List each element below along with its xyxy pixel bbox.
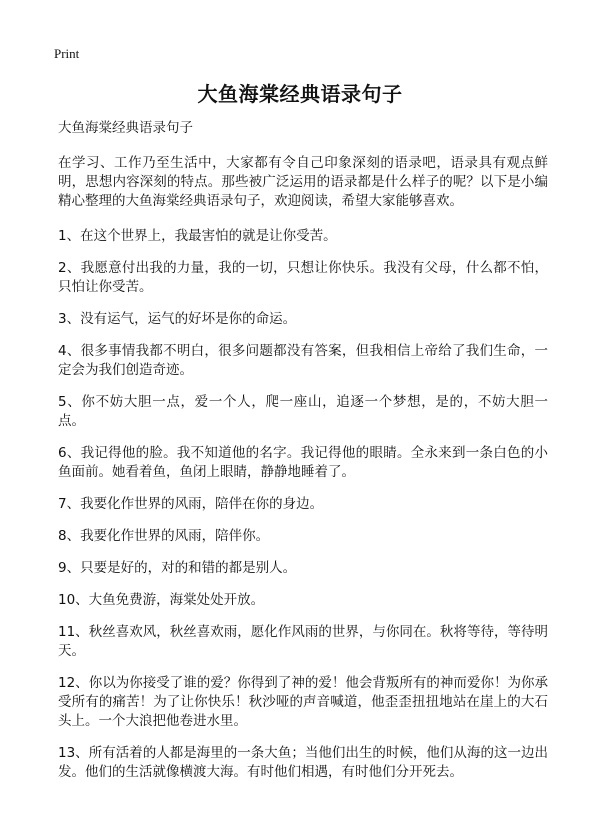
quote-item: 9、只要是好的，对的和错的都是别人。: [58, 560, 297, 576]
article-body: [58, 118, 548, 795]
print-link[interactable]: Print: [54, 46, 80, 61]
quote-item: 2、我愿意付出我的力量，我的一切，只想让你快乐。我没有父母，什么都不怕，只怕让你受苦。: [58, 260, 548, 295]
quote-item: 12、你以为你接受了谁的爱？你得到了神的爱！他会背叛所有的神而爱你！为你承受所有的痛苦！为了让你快乐！秋沙哑的声音喊道，他歪歪扭扭地站在崖上的大石头上。一个大浪把他卷进水里。: [58, 675, 548, 729]
quote-item: 7、我要化作世界的风雨，陪伴在你的身边。: [58, 496, 324, 512]
quote-item: 3、没有运气，运气的好坏是你的命运。: [58, 311, 297, 327]
quote-item: 8、我要化作世界的风雨，陪伴你。: [58, 528, 270, 544]
quote-item: 13、所有活着的人都是海里的一条大鱼；当他们出生的时候，他们从海的这一边出发。他们的生活就像横渡大海。有时他们相遇，有时他们分开死去。: [58, 745, 548, 780]
quote-item: 11、秋丝喜欢风，秋丝喜欢雨，愿化作风雨的世界，与你同在。秋将等待，等待明天。: [58, 624, 548, 659]
article-intro: 在学习、工作乃至生活中，大家都有令自己印象深刻的语录吧，语录具有观点鲜明，思想内容深刻的特点。那些被广泛运用的语录都是什么样子的呢？以下是小编精心整理的大鱼海棠经典语录句子，欢迎阅读，希望大家能够喜欢。: [58, 155, 548, 209]
quote-item: 10、大鱼免费游，海棠处处开放。: [58, 592, 265, 608]
quote-item: 4、很多事情我都不明白，很多问题都没有答案，但我相信上帝给了我们生命，一定会为我们创造奇迹。: [58, 343, 548, 378]
document-title: 大鱼海棠经典语录句子: [197, 82, 403, 106]
quote-item: 6、我记得他的脸。我不知道他的名字。我记得他的眼睛。全永来到一条白色的小鱼面前。她看着鱼，鱼闭上眼睛，静静地睡着了。: [58, 445, 548, 480]
article-subtitle: 大鱼海棠经典语录句子: [58, 120, 193, 136]
quote-item: 5、你不妨大胆一点，爱一个人，爬一座山，追逐一个梦想，是的，不妨大胆一点。: [58, 394, 548, 429]
quote-item: 1、在这个世界上，我最害怕的就是让你受苦。: [58, 228, 337, 244]
